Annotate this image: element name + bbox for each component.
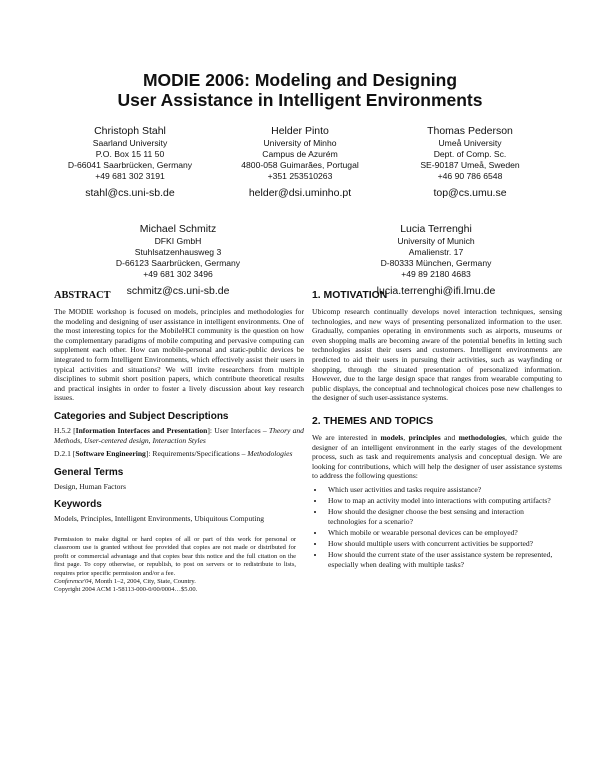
motivation-text: Ubicomp research continually develops novel interaction techniques, sensing technologies, and new ways of presenting personalized information to the user. Gradually, companies operating in environments such as airports, museums or even shopping malls are becoming aware of the potential benefits in letting such technologies assist their users and customers. Intelligent environments are predicted to aid their users in pursuing their activities, such as wayfinding or shopping, through the situated presentation of personalized information. However, due to the large design space that ranges from wearable computing to public displays, the conceptual and technological choices pose new challenges to the designer of such user-assistance systems. [312,307,562,403]
themes-keyword: methodologies [458,432,506,442]
list-item: • Which mobile or wearable personal devices can be employed? [325,528,562,538]
author-affiliation-line: D-66123 Saarbrücken, Germany [115,258,241,268]
author-block [390,124,550,200]
category-code: D.2.1 [ [54,449,76,459]
author-affiliation-line: University of Munich [397,236,475,246]
author-name: Thomas Pederson [427,125,513,137]
list-item: • How should multiple users with concurrent activities be supported? [325,539,562,549]
category-subject: ]: Requirements/Specifications – [145,449,248,459]
author-affiliation-line: Stuhlsatzenhausweg 3 [134,247,222,257]
themes-separator: and [440,432,459,442]
author-block [88,222,268,298]
author-affiliation-line: Campus de Azurém [262,149,338,159]
motivation-heading: 1. MOTIVATION [312,290,388,301]
category-subject: ]: User Interfaces – [207,425,269,435]
category-title: Information Interfaces and Presentation [75,425,208,435]
copyright-notice [54,536,304,595]
category-descriptors: Theory and Methods, User-centered design, Interaction Styles [54,425,304,445]
themes-keyword: models [380,432,404,442]
author-affiliation-line: 4800-058 Guimarães, Portugal [241,160,359,170]
list-item: • Which user activities and tasks require assistance? [325,485,562,495]
author-name: Christoph Stahl [94,125,166,137]
list-item: • How to map an activity model into interactions with computing artifacts? [325,496,562,506]
abstract-text: The MODIE workshop is focused on models, principles and methodologies for the modeling and designing of user assistance in intelligent environments. One of the most interesting topics for the MobileHCI community is the question on how the complementary paradigms of mobile computing and pervasive computing can supplement each other. How can mobile-personal and static-public devices be integrated to form Intelligent Environments, which effectively assist their users in typical activities and situations? We will invite researchers from multiple disciplines to submit short position papers, which contribute theoretical results and practical insights in order to foster a lively discussion about key research issues. [54,307,304,403]
conference-name: Conference'04 [54,577,92,585]
author-block [220,124,380,200]
abstract-heading: ABSTRACT [54,290,111,301]
right-column [312,289,562,571]
themes-intro-text: We are interested in [312,432,381,442]
author-affiliation-line: +49 681 302 3496 [143,269,213,279]
paper-title [0,70,600,110]
author-affiliation-line: +46 90 786 6548 [437,171,503,181]
themes-heading: 2. THEMES AND TOPICS [312,415,434,427]
category-entry [54,426,304,445]
author-name: Helder Pinto [271,125,329,137]
copyright-line: Copyright 2004 ACM 1-58113-000-0/00/0004…$5.00. [54,586,198,594]
author-email: top@cs.umu.se [433,187,507,199]
category-title: Software Engineering [75,449,146,459]
author-affiliation-line: D-66041 Saarbrücken, Germany [67,160,193,170]
title-line-2: User Assistance in Intelligent Environments [117,90,483,110]
left-column [54,289,304,595]
author-affiliation-line: D-80333 München, Germany [380,258,492,268]
keywords-heading: Keywords [54,499,102,511]
author-affiliation-line: P.O. Box 15 11 50 [95,149,165,159]
author-email: lucia.terrenghi@ifi.lmu.de [376,285,496,297]
list-item: • How should the current state of the user assistance system be represented, especially when dealing with multiple tasks? [325,550,562,569]
author-affiliation-line: University of Minho [263,138,337,148]
list-item: • How should the designer choose the best sensing and interaction technologies for a scenario? [325,507,562,526]
author-block [50,124,210,200]
author-affiliation-line: +49 681 302 3191 [95,171,165,181]
category-code: H.5.2 [ [54,425,76,435]
author-email: helder@dsi.uminho.pt [248,187,352,199]
title-line-1: MODIE 2006: Modeling and Designing [142,70,458,90]
category-entry [54,449,304,459]
author-block [346,222,526,298]
author-affiliation-line: Dept. of Comp. Sc. [433,149,507,159]
author-affiliation-line: DFKI GmbH [154,236,202,246]
permission-text: Permission to make digital or hard copies of all or part of this work for personal or classroom use is granted without fee provided that copies are not made or distributed for profit or commercial advantage and that copies bear this notice and the full citation on the first page. To copy otherwise, or republish, to post on servers or to redistribute to lists, requires prior specific permission and/or a fee. [54,535,296,577]
themes-intro [312,433,562,481]
author-email: schmitz@cs.uni-sb.de [126,285,230,297]
category-descriptors: Methodologies [247,449,293,459]
general-terms-text: Design, Human Factors [54,481,126,491]
author-affiliation-line: +49 89 2180 4683 [401,269,471,279]
conference-details: , Month 1–2, 2004, City, State, Country. [91,577,196,585]
author-name: Lucia Terrenghi [400,223,472,235]
general-terms-heading: General Terms [54,466,124,478]
author-email: stahl@cs.uni-sb.de [85,187,175,199]
author-affiliation-line: Saarland University [92,138,168,148]
author-name: Michael Schmitz [139,223,217,235]
keywords-text: Models, Principles, Intelligent Environments, Ubiquitous Computing [54,514,265,524]
author-affiliation-line: Amalienstr. 17 [408,247,464,257]
author-affiliation-line: SE-90187 Umeå, Sweden [420,160,520,170]
author-affiliation-line: +351 253510263 [267,171,333,181]
themes-intro-text: , which guide the designer of an intelligent environment in the early stages of the development process, such as task and requirements analysis and conceptual design. We are looking for contributions, which will help the designer of user assistance systems to address the following questions: [312,432,563,481]
themes-keyword: principles [408,432,441,442]
author-affiliation-line: Umeå University [438,138,502,148]
topics-list [312,485,562,570]
categories-heading: Categories and Subject Descriptions [54,410,229,422]
themes-separator: , [403,432,409,442]
